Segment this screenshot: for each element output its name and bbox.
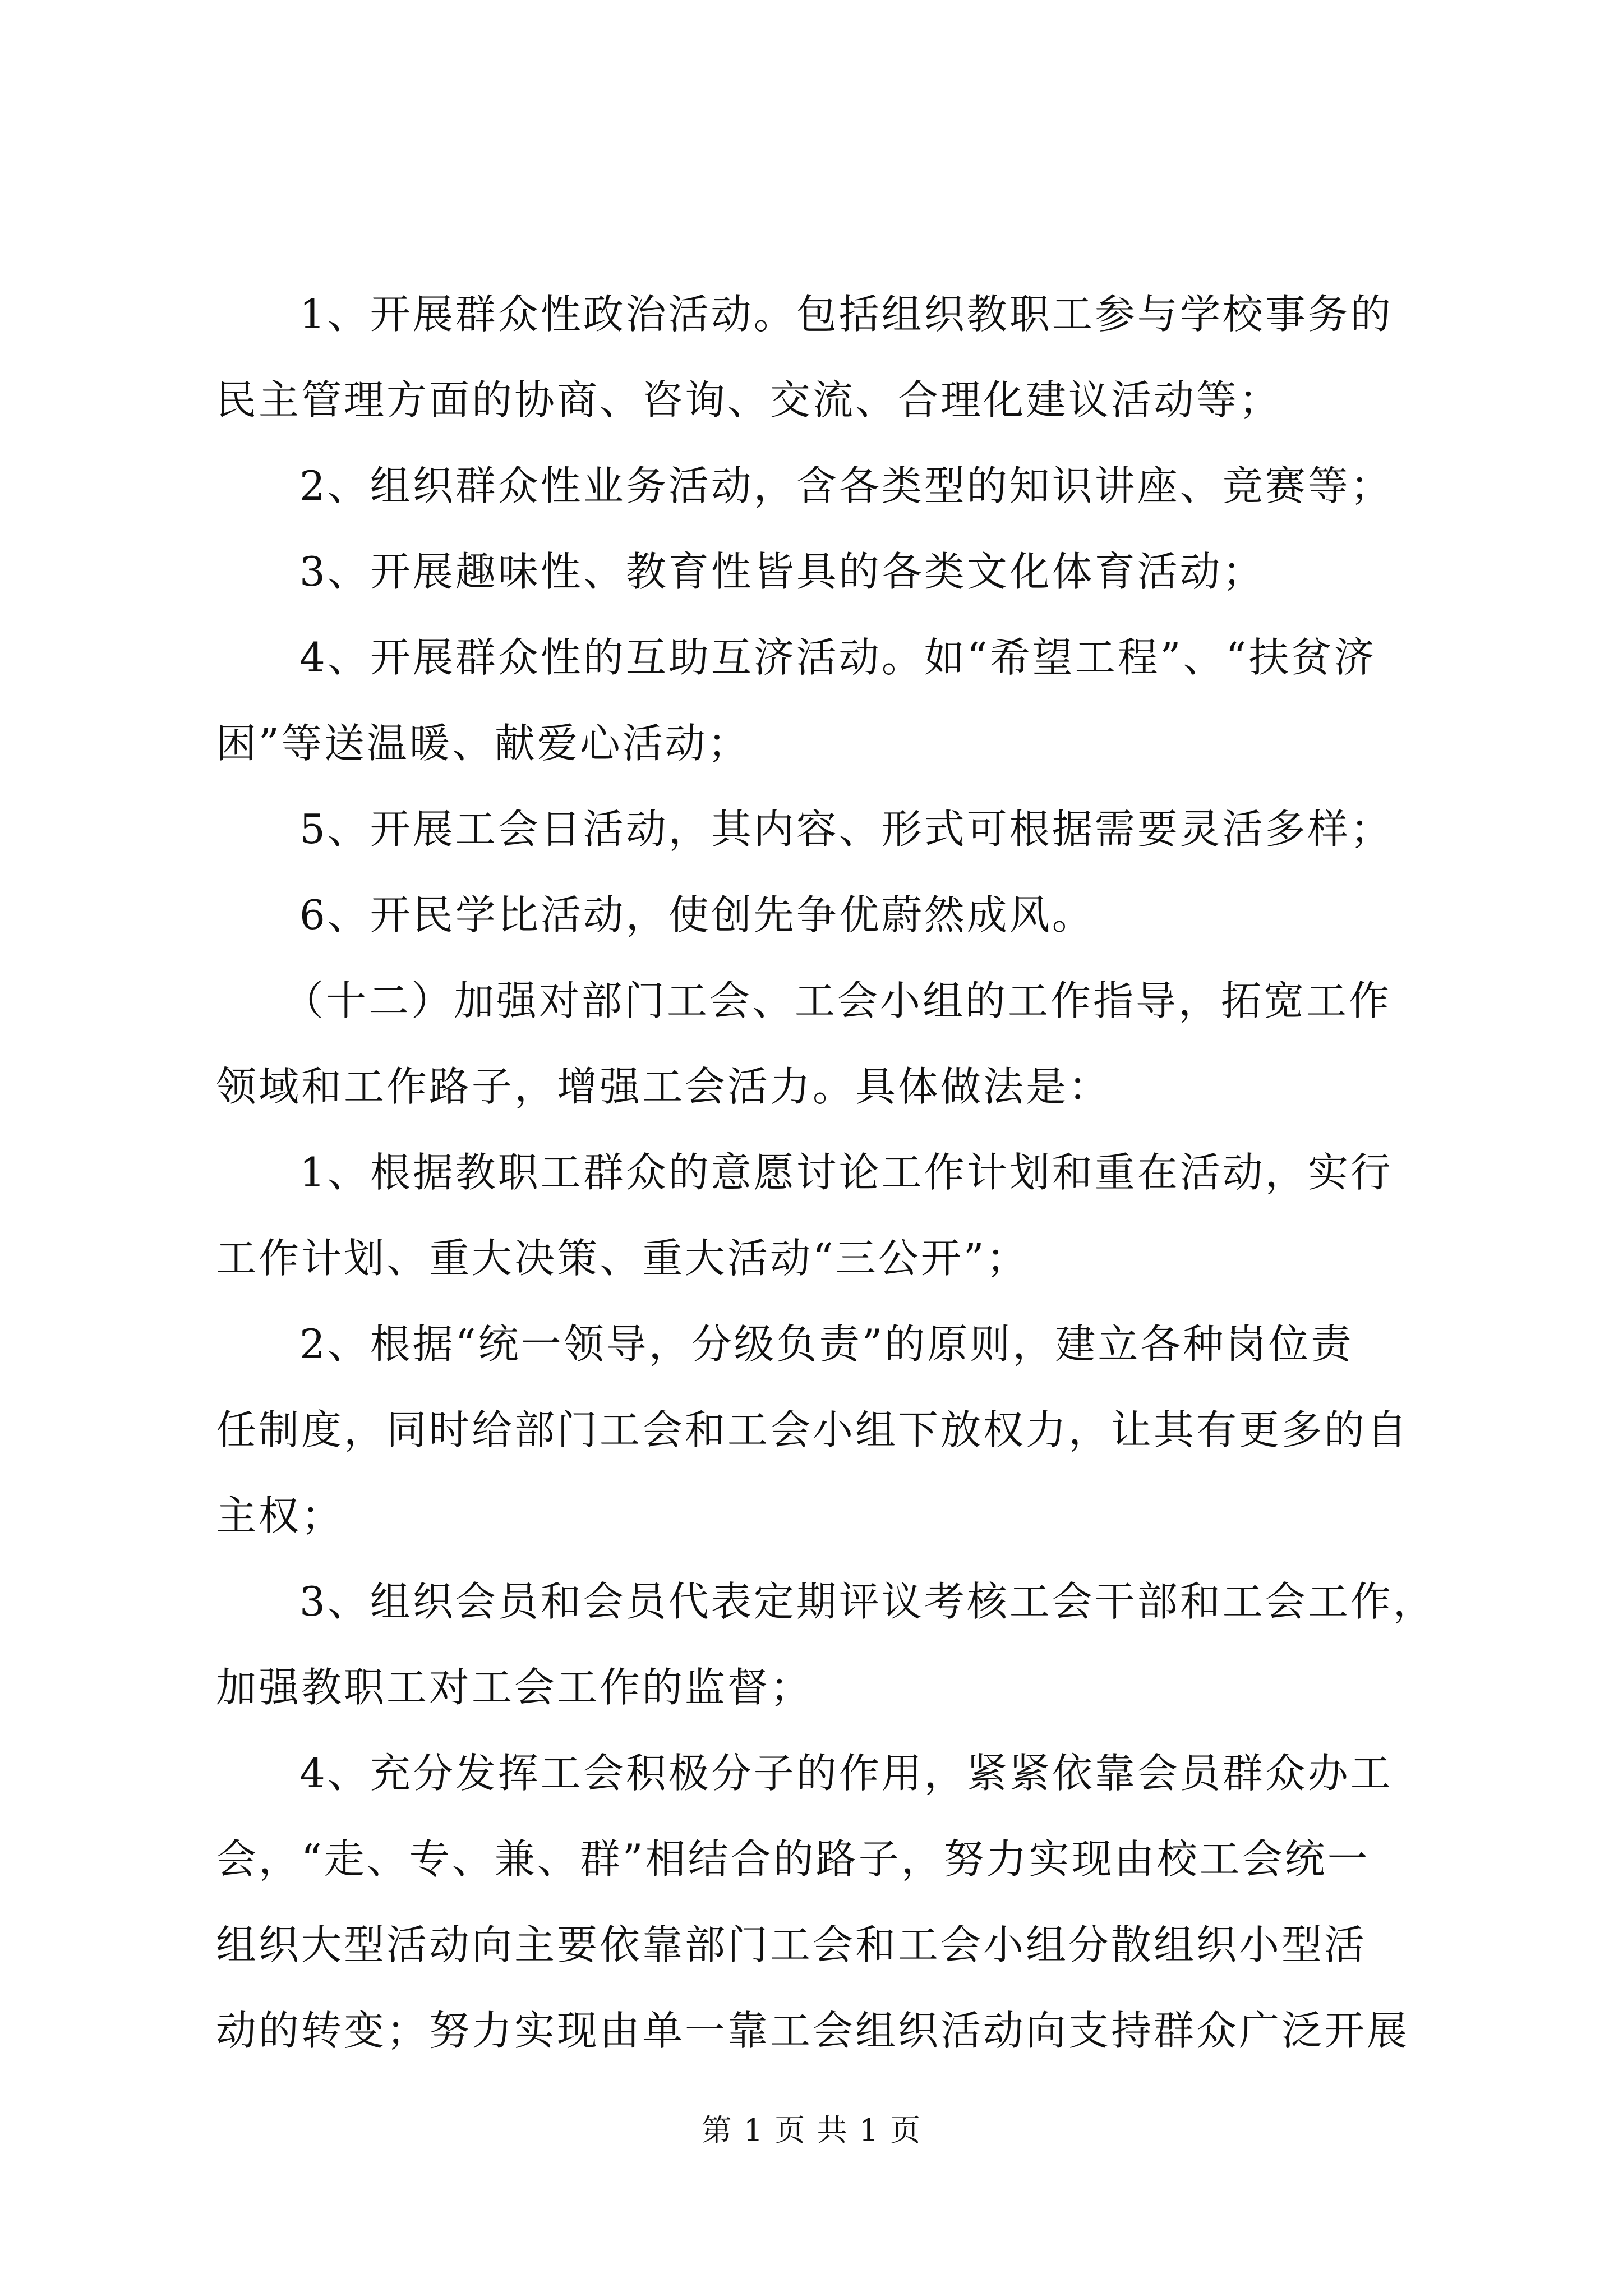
- paragraph-line: 1、根据教职工群众的意愿讨论工作计划和重在活动，实行: [299, 1149, 1393, 1196]
- paragraph-line: 6、开民学比活动，使创先争优蔚然成风。: [299, 891, 1095, 938]
- paragraph-line: 5、开展工会日活动，其内容、形式可根据需要灵活多样；: [299, 806, 1393, 853]
- paragraph-line: 会，“走、专、兼、群”相结合的路子，努力实现由校工会统一: [216, 1835, 1370, 1883]
- document-body: [216, 291, 1436, 2054]
- paragraph-line: 4、充分发挥工会积极分子的作用，紧紧依靠会员群众办工: [299, 1750, 1393, 1797]
- paragraph-line: 3、组织会员和会员代表定期评议考核工会干部和工会工作，: [299, 1578, 1436, 1625]
- paragraph-line: 1、开展群众性政治活动。包括组织教职工参与学校事务的: [299, 291, 1393, 338]
- paragraph-line: 2、根据“统一领导，分级负责”的原则，建立各种岗位责: [299, 1320, 1354, 1368]
- paragraph-line: 领域和工作路子，增强工会活力。具体做法是：: [216, 1063, 1112, 1110]
- paragraph-line: 任制度，同时给部门工会和工会小组下放权力，让其有更多的自: [216, 1406, 1410, 1453]
- paragraph-line: 组织大型活动向主要依靠部门工会和工会小组分散组织小型活: [216, 1921, 1367, 1968]
- paragraph-line: 2、组织群众性业务活动，含各类型的知识讲座、竞赛等；: [299, 462, 1393, 509]
- paragraph-line: 困”等送温暖、献爱心活动；: [216, 720, 750, 767]
- paragraph-line: 动的转变；努力实现由单一靠工会组织活动向支持群众广泛开展: [216, 2007, 1410, 2054]
- paragraph-line: 主权；: [216, 1492, 344, 1539]
- paragraph-line: 工作计划、重大决策、重大活动“三公开”；: [216, 1235, 1029, 1282]
- paragraph-line: 加强教职工对工会工作的监督；: [216, 1664, 813, 1711]
- paragraph-line: 4、开展群众性的互助互济活动。如“希望工程”、“扶贫济: [299, 634, 1377, 681]
- section-heading-line: （十二）加强对部门工会、工会小组的工作指导，拓宽工作: [283, 977, 1392, 1024]
- paragraph-line: 民主管理方面的协商、咨询、交流、合理化建议活动等；: [216, 376, 1282, 424]
- page-footer: 第 1 页 共 1 页: [701, 2113, 922, 2148]
- paragraph-line: 3、开展趣味性、教育性皆具的各类文化体育活动；: [299, 548, 1265, 595]
